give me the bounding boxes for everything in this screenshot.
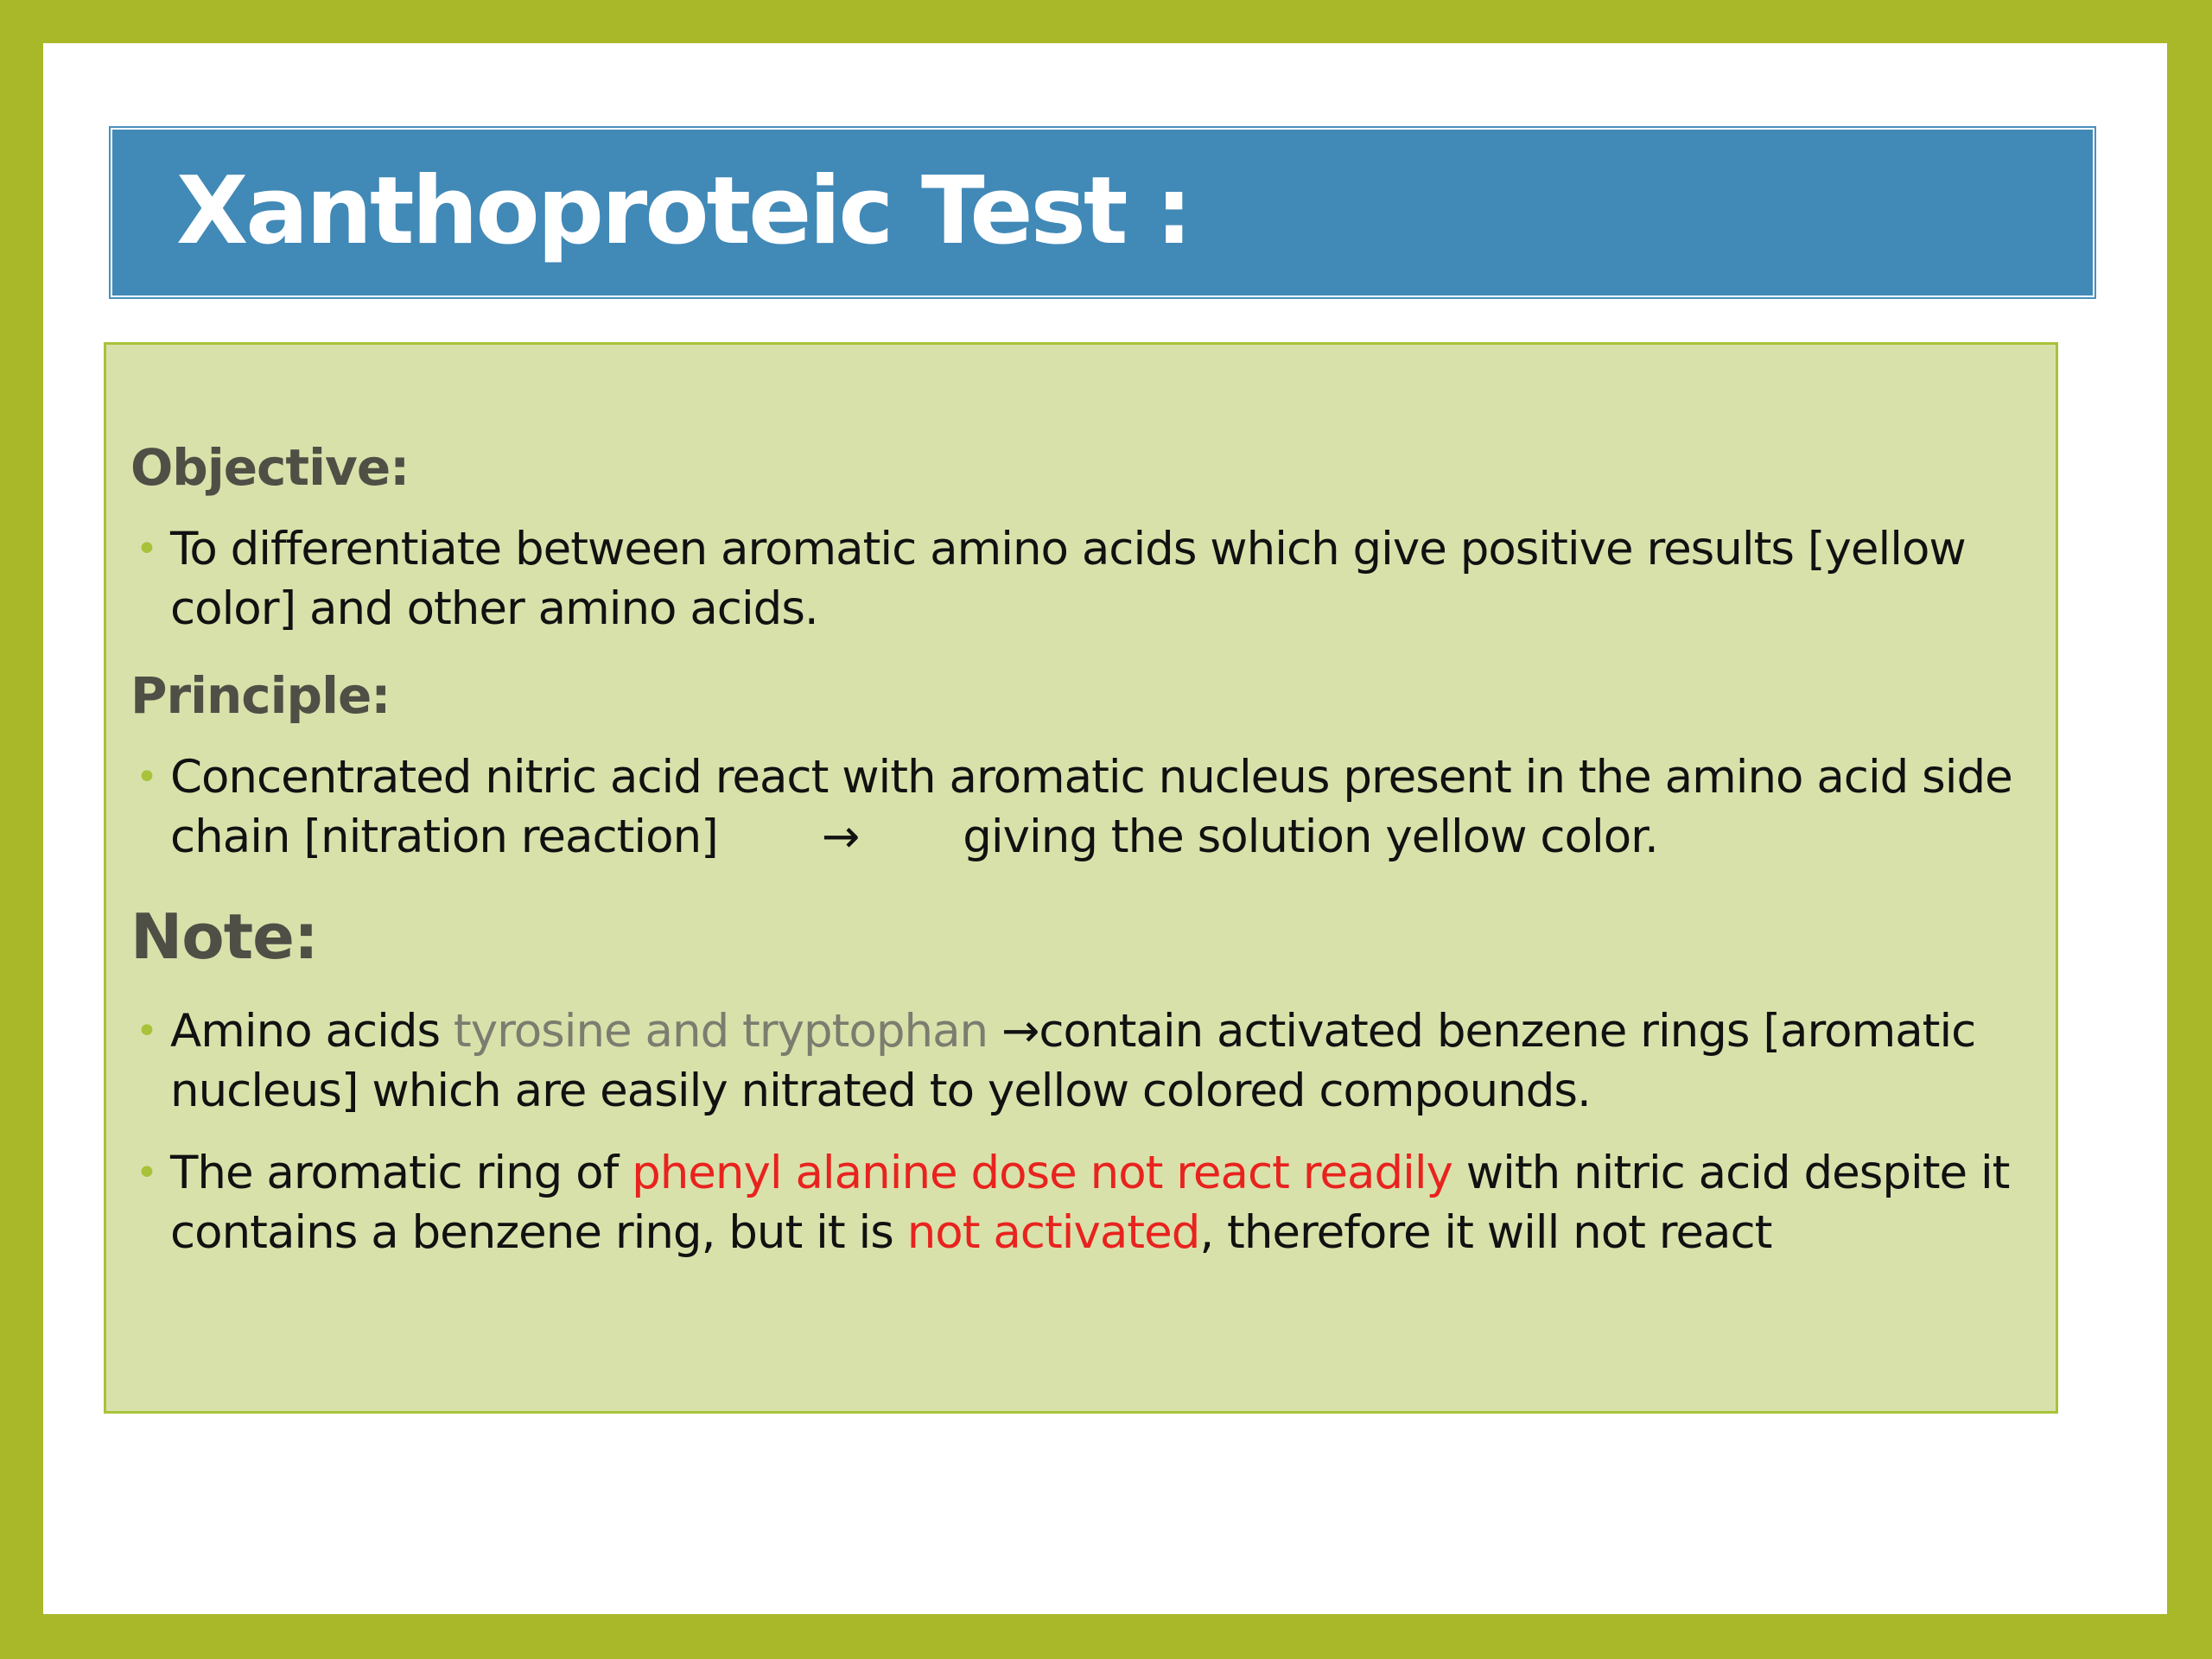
- bullet-icon: •: [136, 1151, 157, 1195]
- title-bar: [111, 128, 2094, 297]
- objective-heading: Objective:: [130, 438, 410, 497]
- content-box: [104, 342, 2058, 1414]
- note2-red-phrase-2: not activated: [906, 1206, 1200, 1259]
- note1-text-part2: contain activated benzene rings [aromatic nucleus] which are easily nitrated to yellow colored compounds.: [170, 1005, 1976, 1117]
- note2-text-part1: The aromatic ring of: [170, 1147, 632, 1199]
- note2-text-part3: , therefore it will not react: [1199, 1206, 1772, 1259]
- principle-heading: Principle:: [130, 666, 391, 725]
- bullet-icon: •: [136, 527, 157, 571]
- note1-text-part1: Amino acids: [170, 1005, 454, 1058]
- note-bullet-1: [130, 1001, 2031, 1121]
- bullet-icon: •: [136, 1009, 157, 1053]
- slide-title: Xanthoproteic Test :: [176, 157, 1191, 265]
- objective-text: To differentiate between aromatic amino acids which give positive results [yellow color] and other amino acids.: [170, 523, 1966, 635]
- note-heading: Note:: [130, 900, 318, 973]
- principle-bullet: [130, 747, 2031, 867]
- principle-text-part2: giving the solution yellow color.: [963, 810, 1658, 863]
- note1-highlight: tyrosine and tryptophan: [453, 1005, 988, 1058]
- note-bullet-2: [130, 1143, 2031, 1262]
- bullet-icon: •: [136, 755, 157, 799]
- content-body: [130, 433, 2031, 1285]
- arrow-icon: →: [988, 1005, 1039, 1058]
- objective-bullet: [130, 519, 2031, 639]
- note2-red-phrase-1: phenyl alanine dose not react readily: [632, 1147, 1452, 1199]
- note2-text-part2: with nitric acid despite it contains a benzene ring, but it is: [170, 1147, 2010, 1259]
- arrow-icon: →: [821, 810, 860, 863]
- principle-text-part1: Concentrated nitric acid react with aromatic nucleus present in the amino acid side chain [nitration reaction]: [170, 751, 2012, 863]
